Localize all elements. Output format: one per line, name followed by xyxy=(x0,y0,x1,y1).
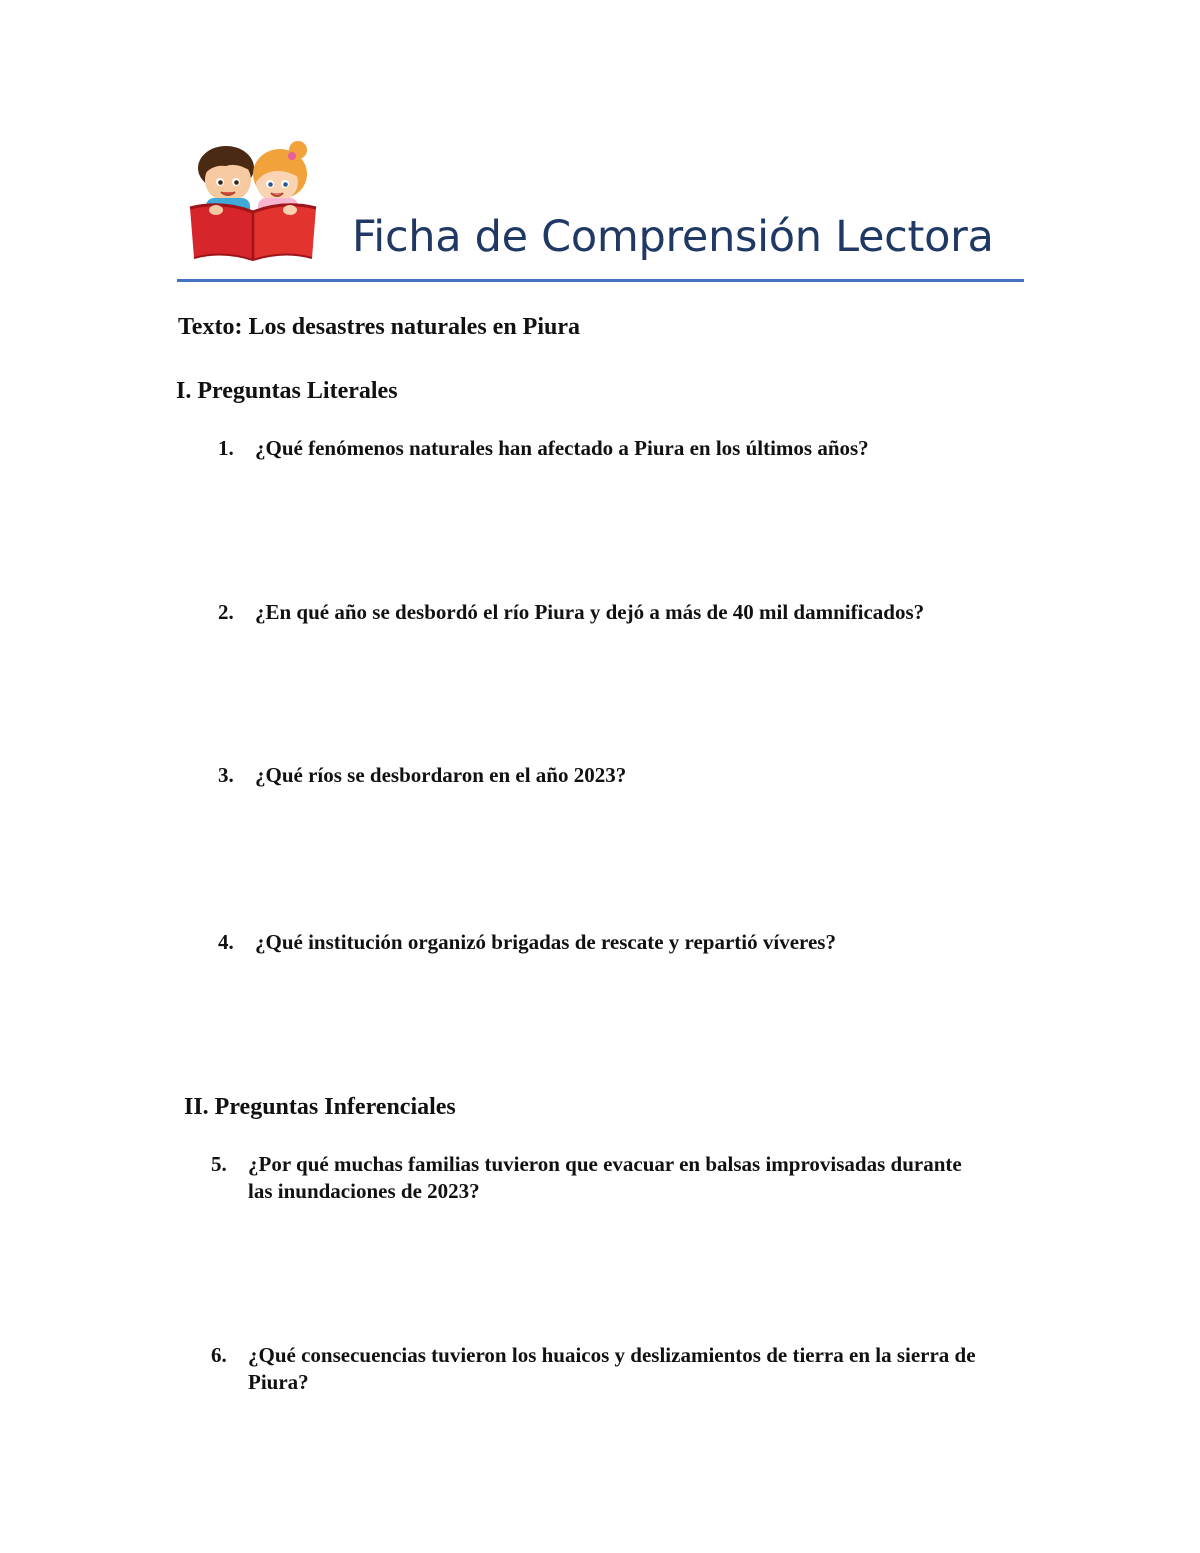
title-divider xyxy=(177,279,1024,282)
question-text: ¿Qué ríos se desbordaron en el año 2023? xyxy=(255,763,627,787)
question-item xyxy=(218,762,1018,792)
page-title: Ficha de Comprensión Lectora xyxy=(352,212,994,262)
question-text: ¿Qué institución organizó brigadas de rescate y repartió víveres? xyxy=(255,930,836,954)
question-number: 6. xyxy=(211,1343,227,1367)
question-item xyxy=(211,1342,1011,1402)
question-number: 1. xyxy=(218,436,234,460)
question-item xyxy=(218,929,1018,959)
question-number: 4. xyxy=(218,930,234,954)
text-reference: Texto: Los desastres naturales en Piura xyxy=(178,314,580,340)
question-item xyxy=(218,599,1018,629)
question-number: 5. xyxy=(211,1152,227,1176)
question-number: 2. xyxy=(218,600,234,624)
question-text: ¿Por qué muchas familias tuvieron que evacuar en balsas improvisadas durante las inundaciones de 2023? xyxy=(248,1152,962,1203)
question-text: ¿Qué fenómenos naturales han afectado a Piura en los últimos años? xyxy=(255,436,869,460)
question-text: ¿En qué año se desbordó el río Piura y dejó a más de 40 mil damnificados? xyxy=(255,600,925,624)
question-number: 3. xyxy=(218,763,234,787)
section-literal-heading: I. Preguntas Literales xyxy=(176,378,398,404)
question-item xyxy=(211,1151,1011,1211)
question-text: ¿Qué consecuencias tuvieron los huaicos y deslizamientos de tierra en la sierra de Piura? xyxy=(248,1343,976,1394)
section-inferential-heading: II. Preguntas Inferenciales xyxy=(184,1094,456,1120)
question-item xyxy=(218,435,1018,465)
children-reading-book-icon xyxy=(186,138,320,264)
